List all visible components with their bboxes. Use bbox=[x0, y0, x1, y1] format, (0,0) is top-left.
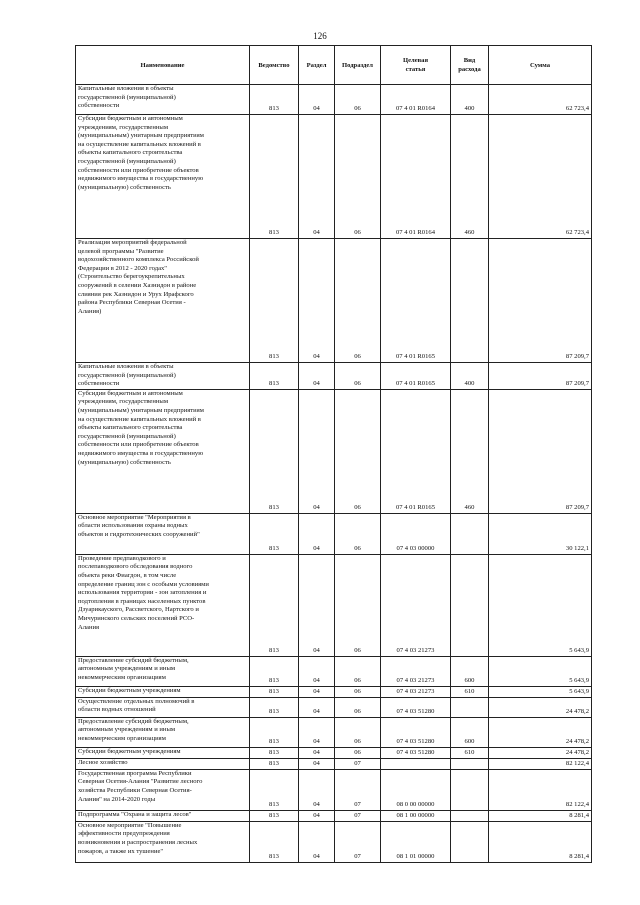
row-subsection: 07 bbox=[335, 769, 381, 810]
row-expense-type: 610 bbox=[451, 747, 489, 758]
row-subsection: 06 bbox=[335, 513, 381, 554]
row-target: 08 0 00 00000 bbox=[381, 769, 451, 810]
row-target: 08 1 00 00000 bbox=[381, 810, 451, 821]
row-amount: 30 122,1 bbox=[489, 513, 592, 554]
row-section: 04 bbox=[299, 686, 335, 697]
table-row bbox=[76, 115, 592, 239]
row-expense-type: 600 bbox=[451, 656, 489, 686]
row-expense-type bbox=[451, 758, 489, 769]
row-target bbox=[381, 758, 451, 769]
row-section: 04 bbox=[299, 697, 335, 717]
header-name: Наименование bbox=[76, 46, 250, 85]
row-department: 813 bbox=[250, 513, 299, 554]
table-row bbox=[76, 656, 592, 686]
row-section: 04 bbox=[299, 115, 335, 239]
row-target: 07 4 03 21273 bbox=[381, 656, 451, 686]
row-amount: 62 723,4 bbox=[489, 85, 592, 115]
row-department: 813 bbox=[250, 239, 299, 363]
row-subsection: 07 bbox=[335, 758, 381, 769]
table-row bbox=[76, 239, 592, 363]
row-amount: 5 643,9 bbox=[489, 554, 592, 656]
row-expense-type: 600 bbox=[451, 717, 489, 747]
row-name: Государственная программа Республики Северная Осетия-Алания "Развитие лесного хозяйства Республики Северная Осетия- Алания" на 2014-2020 годы bbox=[76, 769, 250, 810]
header-target: Целевая статья bbox=[381, 46, 451, 85]
row-expense-type bbox=[451, 513, 489, 554]
row-section: 04 bbox=[299, 769, 335, 810]
row-department: 813 bbox=[250, 697, 299, 717]
row-amount: 24 478,2 bbox=[489, 697, 592, 717]
row-expense-type bbox=[451, 697, 489, 717]
row-target: 07 4 03 51280 bbox=[381, 697, 451, 717]
row-amount: 24 478,2 bbox=[489, 747, 592, 758]
row-amount: 8 281,4 bbox=[489, 821, 592, 862]
row-name: Субсидии бюджетным учреждениям bbox=[76, 747, 250, 758]
row-department: 813 bbox=[250, 747, 299, 758]
table-row bbox=[76, 389, 592, 513]
row-amount: 87 209,7 bbox=[489, 239, 592, 363]
row-department: 813 bbox=[250, 115, 299, 239]
header-expense-type: Вид расхода bbox=[451, 46, 489, 85]
row-department: 813 bbox=[250, 717, 299, 747]
table-row bbox=[76, 697, 592, 717]
table-row bbox=[76, 554, 592, 656]
row-target: 07 4 03 00000 bbox=[381, 513, 451, 554]
row-target: 07 4 03 21273 bbox=[381, 686, 451, 697]
row-expense-type: 400 bbox=[451, 85, 489, 115]
row-subsection: 06 bbox=[335, 747, 381, 758]
row-amount: 8 281,4 bbox=[489, 810, 592, 821]
table-row bbox=[76, 758, 592, 769]
row-department: 813 bbox=[250, 656, 299, 686]
row-target: 07 4 03 51280 bbox=[381, 717, 451, 747]
row-expense-type bbox=[451, 810, 489, 821]
row-amount: 5 643,9 bbox=[489, 656, 592, 686]
row-amount: 5 643,9 bbox=[489, 686, 592, 697]
row-amount: 87 209,7 bbox=[489, 389, 592, 513]
row-department: 813 bbox=[250, 363, 299, 390]
table-row bbox=[76, 821, 592, 862]
row-target: 07 4 01 R0165 bbox=[381, 239, 451, 363]
row-expense-type bbox=[451, 821, 489, 862]
row-name: Субсидии бюджетным учреждениям bbox=[76, 686, 250, 697]
row-target: 07 4 01 R0165 bbox=[381, 363, 451, 390]
row-section: 04 bbox=[299, 717, 335, 747]
row-section: 04 bbox=[299, 554, 335, 656]
row-department: 813 bbox=[250, 389, 299, 513]
row-section: 04 bbox=[299, 747, 335, 758]
row-name: Реализация мероприятий федеральной целевой программы "Развитие водохозяйственного комплекса Российской Федерации в 2012 - 2020 годах" (Строительство берегоукрепительных сооружений в селении Хазнидон в районе слияния рек Хазнидон и Урух Ирафского района Республики Северная Осетия - Алания) bbox=[76, 239, 250, 363]
row-department: 813 bbox=[250, 758, 299, 769]
table-row bbox=[76, 769, 592, 810]
row-subsection: 06 bbox=[335, 656, 381, 686]
row-department: 813 bbox=[250, 769, 299, 810]
row-section: 04 bbox=[299, 513, 335, 554]
table-row bbox=[76, 717, 592, 747]
row-name: Подпрограмма "Охрана и защита лесов" bbox=[76, 810, 250, 821]
row-subsection: 06 bbox=[335, 697, 381, 717]
row-target: 07 4 01 R0165 bbox=[381, 389, 451, 513]
table-row bbox=[76, 363, 592, 390]
row-name: Субсидии бюджетным и автономным учреждениям, государственным (муниципальным) унитарным предприятиям на осуществление капитальных вложений в объекты капитального строительства государственной (муниципальной) собственности или приобретение объектов недвижимого имущества в государственную (муниципальную) собственность bbox=[76, 115, 250, 239]
row-section: 04 bbox=[299, 758, 335, 769]
row-subsection: 06 bbox=[335, 363, 381, 390]
header-section: Раздел bbox=[299, 46, 335, 85]
row-subsection: 06 bbox=[335, 85, 381, 115]
row-amount: 82 122,4 bbox=[489, 769, 592, 810]
row-department: 813 bbox=[250, 821, 299, 862]
row-expense-type bbox=[451, 769, 489, 810]
row-name: Основное мероприятие "Повышение эффективности предупреждения возникновения и распространения лесных пожаров, а также их тушение" bbox=[76, 821, 250, 862]
row-name: Субсидии бюджетным и автономным учреждениям, государственным (муниципальным) унитарным предприятиям на осуществление капитальных вложений в объекты капитального строительства государственной (муниципальной) собственности или приобретение объектов недвижимого имущества в государственную (муниципальную) собственность bbox=[76, 389, 250, 513]
row-expense-type: 610 bbox=[451, 686, 489, 697]
row-name: Предоставление субсидий бюджетным, автономным учреждениям и иным некоммерческим организациям bbox=[76, 717, 250, 747]
row-name: Предоставление субсидий бюджетным, автономным учреждениям и иным некоммерческим организациям bbox=[76, 656, 250, 686]
budget-table bbox=[75, 45, 592, 863]
row-department: 813 bbox=[250, 85, 299, 115]
row-expense-type: 460 bbox=[451, 115, 489, 239]
row-department: 813 bbox=[250, 554, 299, 656]
row-department: 813 bbox=[250, 810, 299, 821]
table-row bbox=[76, 85, 592, 115]
header-department: Ведомство bbox=[250, 46, 299, 85]
header-amount: Сумма bbox=[489, 46, 592, 85]
row-name: Проведение предпаводкового и послепаводкового обследования водного объекта реки Фиагдон, в том числе определение границ зон с особыми условиями использования территории - зон затопления и подтопления в границах населенных пунктов Дзуарикауского, Рассветского, Нартского и Мичуринского сельских поселений РСО- Алания bbox=[76, 554, 250, 656]
row-section: 04 bbox=[299, 363, 335, 390]
row-name: Лесное хозяйство bbox=[76, 758, 250, 769]
row-expense-type bbox=[451, 554, 489, 656]
row-subsection: 06 bbox=[335, 686, 381, 697]
table-row bbox=[76, 686, 592, 697]
row-subsection: 06 bbox=[335, 239, 381, 363]
row-amount: 62 723,4 bbox=[489, 115, 592, 239]
row-section: 04 bbox=[299, 810, 335, 821]
row-subsection: 06 bbox=[335, 717, 381, 747]
table-row bbox=[76, 810, 592, 821]
row-amount: 82 122,4 bbox=[489, 758, 592, 769]
row-subsection: 07 bbox=[335, 810, 381, 821]
row-section: 04 bbox=[299, 821, 335, 862]
row-expense-type: 460 bbox=[451, 389, 489, 513]
row-section: 04 bbox=[299, 85, 335, 115]
row-subsection: 06 bbox=[335, 389, 381, 513]
row-department: 813 bbox=[250, 686, 299, 697]
table-row bbox=[76, 513, 592, 554]
row-name: Осуществление отдельных полномочий в области водных отношений bbox=[76, 697, 250, 717]
row-expense-type bbox=[451, 239, 489, 363]
row-subsection: 06 bbox=[335, 115, 381, 239]
row-target: 07 4 01 R0164 bbox=[381, 85, 451, 115]
row-target: 08 1 01 00000 bbox=[381, 821, 451, 862]
row-name: Капитальные вложения в объекты государственной (муниципальной) собственности bbox=[76, 85, 250, 115]
row-target: 07 4 03 51280 bbox=[381, 747, 451, 758]
header-subsection: Подраздел bbox=[335, 46, 381, 85]
row-name: Капитальные вложения в объекты государственной (муниципальной) собственности bbox=[76, 363, 250, 390]
row-section: 04 bbox=[299, 656, 335, 686]
row-target: 07 4 03 21273 bbox=[381, 554, 451, 656]
row-subsection: 07 bbox=[335, 821, 381, 862]
table-header-row bbox=[76, 46, 592, 85]
row-amount: 87 209,7 bbox=[489, 363, 592, 390]
row-expense-type: 400 bbox=[451, 363, 489, 390]
row-section: 04 bbox=[299, 389, 335, 513]
row-name: Основное мероприятие "Мероприятия в области использования охраны водных объектов и гидротехнических сооружений" bbox=[76, 513, 250, 554]
row-section: 04 bbox=[299, 239, 335, 363]
row-target: 07 4 01 R0164 bbox=[381, 115, 451, 239]
table-row bbox=[76, 747, 592, 758]
row-subsection: 06 bbox=[335, 554, 381, 656]
row-amount: 24 478,2 bbox=[489, 717, 592, 747]
page-number: 126 bbox=[313, 31, 327, 41]
